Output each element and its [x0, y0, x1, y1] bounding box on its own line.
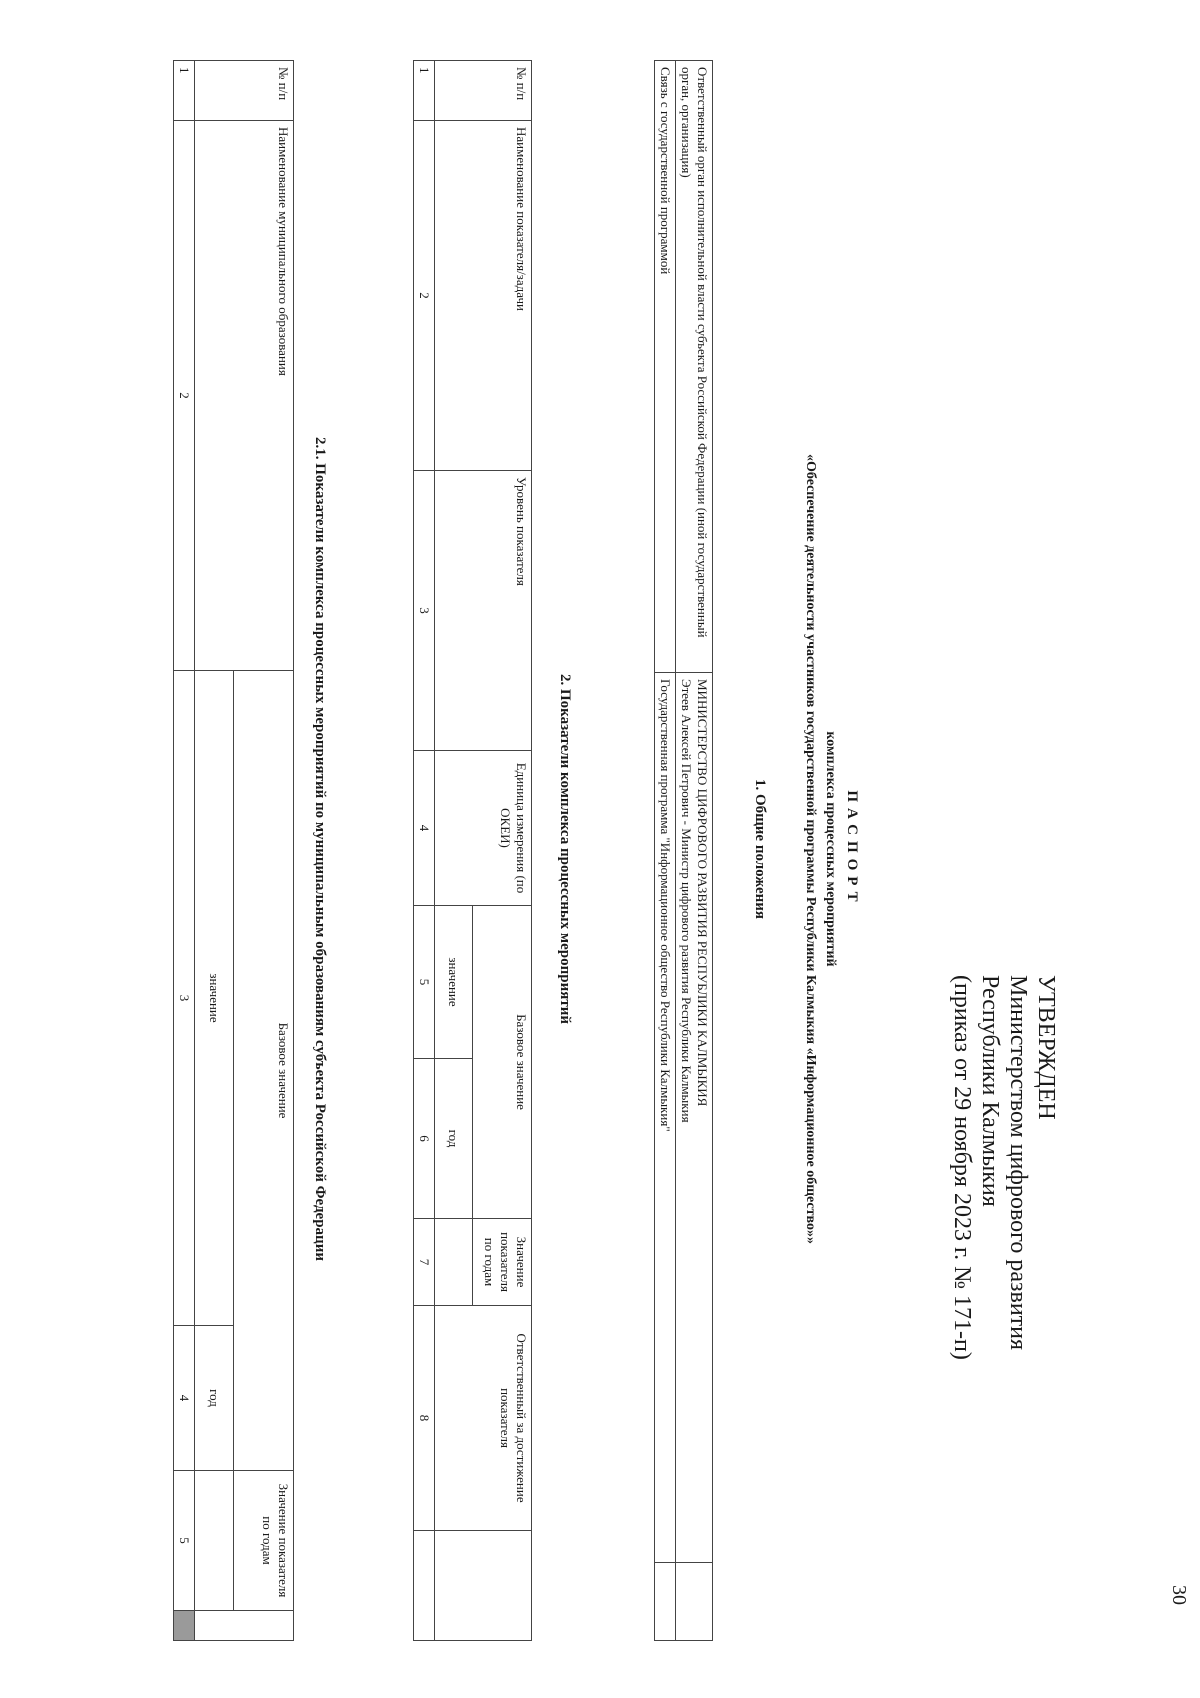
header-responsible: Ответственный за достижение показателя: [435, 1306, 532, 1531]
table-index-row: [414, 61, 435, 1641]
header-num: № п/п: [195, 61, 294, 121]
approval-line-2: Министерством цифрового развития: [1005, 975, 1031, 1351]
index-cell: 1: [414, 61, 435, 121]
header-base-year: год: [435, 1059, 473, 1219]
page-number: 30: [1168, 1585, 1190, 1605]
index-cell: 8: [414, 1306, 435, 1531]
row-label: Ответственный орган исполнительной власти субъекта Российской Федерации (иной государственный орган, организация): [676, 61, 713, 673]
row-value: [676, 673, 713, 1563]
row-value: Государственная программа "Информационное общество Республики Калмыкия": [655, 673, 676, 1563]
header-base: Базовое значение: [473, 906, 532, 1219]
approval-line-1: УТВЕРЖДЕН: [1033, 975, 1059, 1120]
index-cell: 2: [414, 121, 435, 471]
index-cell: 3: [174, 671, 195, 1326]
index-cell: 7: [414, 1219, 435, 1306]
index-cell: 6: [414, 1059, 435, 1219]
empty-cell: [195, 1611, 294, 1641]
section2-heading: 2. Показатели комплекса процессных мероприятий: [557, 673, 573, 1024]
empty-cell: [655, 1563, 676, 1641]
index-cell: 5: [174, 1471, 195, 1611]
general-provisions-table: [654, 60, 713, 1641]
header-base-value: значение: [435, 906, 473, 1059]
section21-heading: 2.1. Показатели комплекса процессных мероприятий по муниципальным образованиям субъекта Российской Федерации: [312, 437, 328, 1261]
section1-heading: 1. Общие положения: [752, 778, 768, 920]
minister-name: Этеев Алексей Петрович - Министр цифрового развития Республики Калмыкия: [679, 679, 694, 1123]
header-values-by-year: Значение показателя по годам: [473, 1219, 532, 1306]
index-cell: 4: [174, 1326, 195, 1471]
empty-cell: [435, 1531, 532, 1641]
approval-line-3: Республики Калмыкия: [977, 975, 1003, 1207]
empty-cell: [174, 1611, 195, 1641]
empty-cell: [195, 1471, 234, 1611]
municipal-indicators-table: [173, 60, 294, 1641]
header-name: Наименование муниципального образования: [195, 121, 294, 671]
row-label: Связь с государственной программой: [655, 61, 676, 673]
index-cell: 4: [414, 751, 435, 906]
approval-line-4: (приказ от 29 ноября 2023 г. № 171-п): [949, 975, 975, 1360]
approval-stamp: [948, 975, 1060, 1360]
header-level: Уровень показателя: [435, 471, 532, 751]
header-base-value: значение: [195, 671, 234, 1326]
table-row: [655, 61, 676, 1641]
passport-title: ПАСПОРТ: [844, 790, 860, 908]
ministry-name: МИНИСТЕРСТВО ЦИФРОВОГО РАЗВИТИЯ РЕСПУБЛИКИ КАЛМЫКИЯ: [695, 679, 710, 1107]
header-values-by-year: Значение показателя по годам: [234, 1471, 294, 1611]
table-index-row: [174, 61, 195, 1641]
index-cell: 2: [174, 121, 195, 671]
index-cell: 5: [414, 906, 435, 1059]
passport-subtitle: комплекса процессных мероприятий: [823, 731, 838, 967]
index-cell: 3: [414, 471, 435, 751]
program-title: «Обеспечение деятельности участников государственной программы Республики Калмыкия «Информационное общество»»: [803, 453, 818, 1244]
header-name: Наименование показателя/задачи: [435, 121, 532, 471]
header-base: Базовое значение: [234, 671, 294, 1471]
header-num: № п/п: [435, 61, 532, 121]
empty-cell: [414, 1531, 435, 1641]
header-unit: Единица измерения (по ОКЕИ): [435, 751, 532, 906]
table-header-row: [234, 61, 294, 1641]
table-row: [676, 61, 713, 1641]
empty-cell: [676, 1563, 713, 1641]
empty-cell: [435, 1219, 473, 1306]
index-cell: 1: [174, 61, 195, 121]
indicators-table: [413, 60, 532, 1641]
header-base-year: год: [195, 1326, 234, 1471]
table-header-row: [473, 61, 532, 1641]
